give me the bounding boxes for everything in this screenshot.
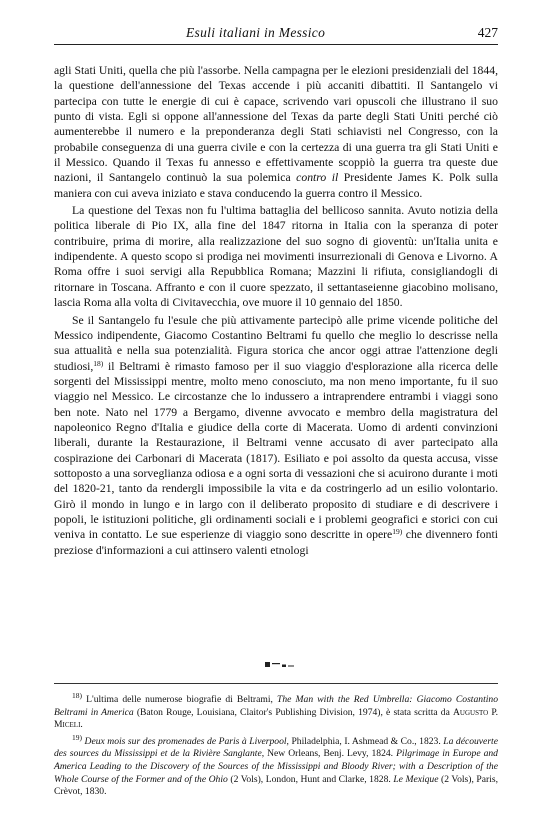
footnote-title: La découverte des sources du Mississippi et de la Rivière Sanglante (54, 735, 498, 760)
footnote-text: (Baton Rouge, Louisiana, Claitor's Publishing Division, 1974), è stata scritta da (133, 706, 453, 718)
footnote-text: . (80, 719, 83, 731)
footnote-title: Le Mexique (393, 773, 439, 785)
paragraph-text: il Beltrami è rimasto famoso per il suo viaggio d'esplorazione alla ricerca delle sorgenti del Mississippi mentre, molto meno conosciuto, ma non meno importante, fu il suo viaggio nel Messico. Le circostanze che lo indussero a intraprendere entrambi i viaggi sono ben note. Nato nel 1779 a Bergamo, divenne avvocato e membro della magistratura del napoleonico Regno d'Italia e giudice della corte di Macerata. Uomo di ardenti convinzioni liberali, durante la Restaurazione, il Beltrami venne accusato di aver partecipato alla cospirazione dei Carbonari di Macerata (1817). Esiliato e poi assolto da questa accusa, visse sottoposto a una sorveglianza odiosa e a ogni sorta di vessazioni che si acuirono durante i moti del 1820-21, tanto da rendergli impossibile la vita e da costringerlo ad un esilio volontario. Girò il mondo in lungo e in largo con il deliberato proposito di studiare e di descrivere i popoli, le istituzioni politiche, gli ordinamenti sociali e i problemi geografici e storici con cui veniva in contatto. Le sue esperienze di viaggio sono descritte in opere (54, 359, 498, 542)
footnote-title: The Man with the Red Umbrella: Giacomo Costantino Beltrami in America (54, 694, 498, 718)
footnote-text: (2 Vols), London, Hunt and Clarke, 1828. (227, 773, 394, 785)
footnote-separator (54, 683, 498, 684)
paragraph-text: agli Stati Uniti, quella che più l'assorbe. Nella campagna per le elezioni presidenziali del 1844, la questione dell'annessione del Texas accende i più accaniti dibattiti. Il Santangelo vi partecipa con tutte le energie di cui è capace, scrivendo vari opuscoli che illustrano il suo punto di vista. Egli si oppone all'annessione del Texas da parte degli Stati Uniti perché ciò aumenterebbe il numero e la preponderanza degli Stati schiavisti nel Congresso, con la probabile conseguenza di una guerra civile e con la certezza di una guerra tra gli Stati Uniti e il Messico. Quando il Texas fu annesso e effettivamente scoppiò la guerra tra queste due nazioni, il Santangelo continuò la sua polemica (54, 64, 498, 185)
paragraph-text: Se il Santangelo fu l'esule che più attivamente partecipò alle prime vicende politiche del Messico indipendente, Giacomo Costantino Beltrami fu quello che meglio lo descrisse nella sua attualità e nella sua potenzialità. Figura storica che ancor oggi attrae l'attenzione degli studiosi, (54, 313, 498, 373)
footnote-text: , Philadelphia, I. Ashmead & Co., 1823. (286, 735, 444, 747)
footnote-18 (54, 691, 498, 732)
footnote-text: (2 Vols), Paris, Crèvot, 1830. (54, 773, 498, 798)
paragraph-return-to-italy: La questione del Texas non fu l'ultima battaglia del bellicoso sannita. Avuto notizia della politica liberale di Pio IX, alla fine del 1847 ritorna in Italia con la speranza di poter contribuire, prima di morire, alla realizzazione del suo sogno di gioventù: un'Italia unita e indipendente. A questo scopo si prodiga nei movimenti insurrezionali di Genova e Livorno. A Roma offre i suoi servigi alla Repubblica Romana; Mazzini li rifiuta, consigliandogli di ritornare in Toscana. Affranto e con il cuore spezzato, il settantaseienne giacobino molisano, lascia Roma alla volta di Civitavecchia, ove muore il 10 gennaio del 1850. (54, 204, 498, 310)
paragraph-text: Presidente James K. Polk sulla maniera con cui aveva iniziato e stava conducendo la guerra contro il Messico. (54, 171, 499, 200)
italic-phrase: contro il (296, 171, 339, 185)
paragraph-text: che divennero fonti preziose d'informazioni a cui attinsero valenti etnologi (54, 528, 498, 557)
footnote-ref-19: 19) (392, 527, 403, 537)
footnote-ref-18: 18) (93, 358, 104, 368)
footnote-19 (54, 732, 498, 799)
running-head (54, 22, 498, 45)
page-number: 427 (477, 25, 498, 40)
body-text (54, 63, 498, 558)
footnote-author: Augusto P. Miceli (54, 706, 498, 731)
footnote-marker: 19) (72, 732, 82, 742)
footnote-title: Deux mois sur des promenades de Paris à Liverpool (84, 735, 287, 747)
footnotes (54, 691, 498, 803)
footnote-text: , New Orleans, Benj. Levy, 1824. (261, 748, 397, 760)
footnote-text: L'ultima delle numerose biografie di Beltrami, (82, 694, 278, 705)
footnote-marker: 18) (72, 691, 82, 700)
running-title: Esuli italiani in Messico (186, 25, 326, 40)
paragraph-texas-annexation (54, 63, 498, 201)
paragraph-beltrami (54, 313, 498, 559)
footnote-title: Pilgrimage in Europe and America Leading to the Discovery of the Sources of the Mississippi and Bloody River; with a Description of the Whole Course of the Former and of the Ohio (54, 748, 498, 785)
scan-smudge (265, 662, 295, 668)
